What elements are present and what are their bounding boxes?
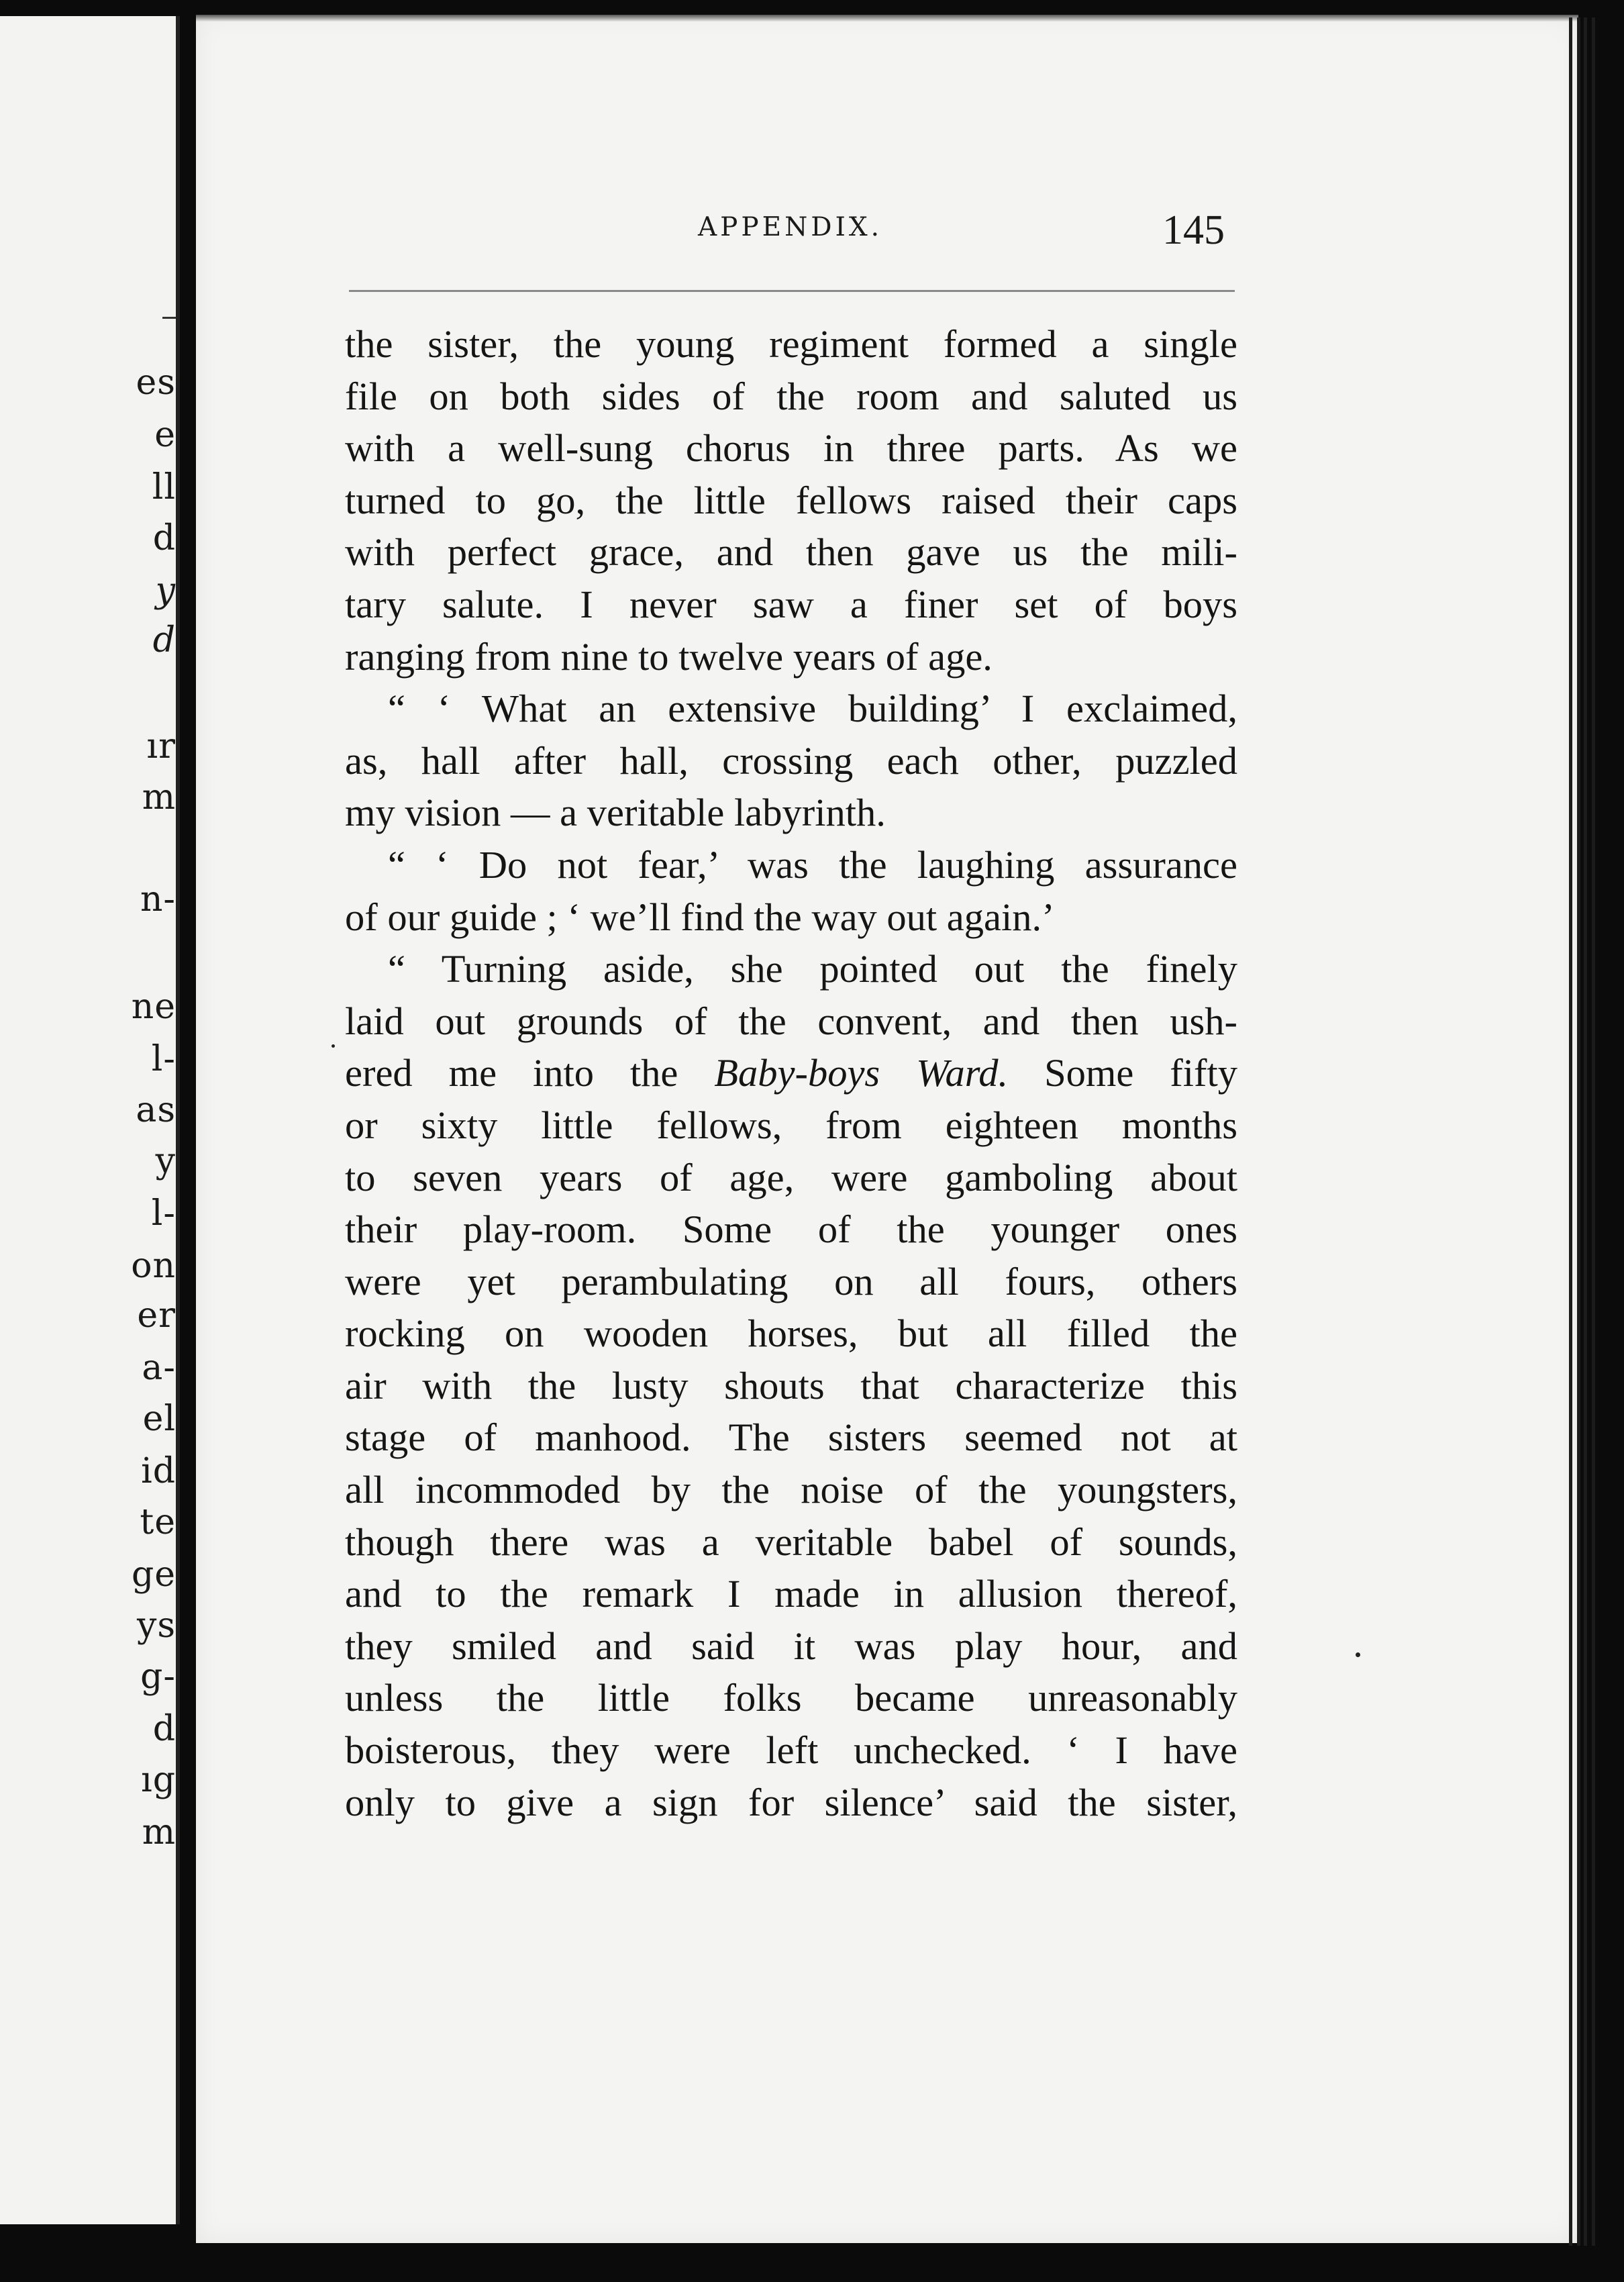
text-line: laid out grounds of the convent, and then ush- xyxy=(345,999,1237,1043)
text-segment: Some fifty xyxy=(1008,1051,1237,1095)
previous-page-fragment: ıg xyxy=(141,1760,176,1800)
previous-page-fragment: a- xyxy=(142,1348,176,1388)
text-line: stage of manhood. The sisters seemed not at xyxy=(345,1416,1237,1460)
previous-page-fragment: er xyxy=(137,1295,176,1336)
page-top-edge xyxy=(196,15,1578,21)
previous-page-fragment: ır xyxy=(146,726,176,766)
running-head: APPENDIX. xyxy=(698,212,883,242)
previous-page-fragment: ge xyxy=(131,1554,176,1595)
page-number: 145 xyxy=(1162,207,1225,253)
previous-page-fragment: m xyxy=(142,1812,176,1852)
text-line: tary salute. I never saw a finer set of boys xyxy=(345,582,1237,626)
italic-ward-name: Baby-boys Ward. xyxy=(714,1051,1009,1095)
text-line: they smiled and said it was play hour, and xyxy=(345,1624,1237,1668)
text-line: “ ‘ Do not fear,’ was the laughing assurance xyxy=(388,842,1237,887)
text-line: or sixty little fellows, from eighteen months xyxy=(345,1103,1237,1147)
text-line: as, hall after hall, crossing each other, puzzled xyxy=(345,738,1237,783)
text-line: ranging from nine to twelve years of age. xyxy=(345,634,993,679)
text-line xyxy=(345,1047,1237,1099)
text-line: the sister, the young regiment formed a single xyxy=(345,322,1237,366)
previous-page-fragment: g- xyxy=(140,1656,176,1697)
previous-page-fragment: ll xyxy=(152,467,176,507)
text-line: file on both sides of the room and saluted us xyxy=(345,374,1237,418)
text-line: “ Turning aside, she pointed out the finely xyxy=(388,947,1237,991)
previous-page-fragment: id xyxy=(141,1451,176,1491)
previous-page-dash xyxy=(162,317,176,319)
previous-page-fragment: as xyxy=(136,1090,176,1130)
text-line: and to the remark I made in allusion thereof, xyxy=(345,1572,1237,1616)
text-line: of our guide ; ‘ we’ll find the way out again.’ xyxy=(345,895,1055,939)
body-text xyxy=(345,318,1237,1828)
text-line: though there was a veritable babel of sounds, xyxy=(345,1520,1237,1564)
previous-page-fragment: y xyxy=(155,1141,176,1181)
text-line: my vision — a veritable labyrinth. xyxy=(345,791,886,835)
previous-page-fragment: te xyxy=(140,1502,176,1542)
text-line: boisterous, they were left unchecked. ‘ I have xyxy=(345,1728,1237,1773)
ink-speck xyxy=(332,1044,335,1048)
text-segment: ered me into the xyxy=(345,1051,715,1095)
previous-page-fragment: el xyxy=(142,1399,176,1439)
text-line: unless the little folks became unreasonably xyxy=(345,1676,1237,1720)
previous-page-fragment: on xyxy=(131,1246,176,1286)
previous-page-fragment: n- xyxy=(140,879,176,920)
text-line: air with the lusty shouts that characterize this xyxy=(345,1363,1237,1407)
text-line: only to give a sign for silence’ said the sister, xyxy=(345,1780,1237,1824)
previous-page-fragment: e xyxy=(154,415,176,455)
previous-page-fragment: d xyxy=(152,1709,176,1749)
book-edge-lines xyxy=(1569,17,1604,2246)
text-line: all incommoded by the noise of the youngsters, xyxy=(345,1468,1237,1512)
previous-page-fragment: ys xyxy=(136,1605,176,1646)
text-line: with perfect grace, and then gave us the mili- xyxy=(345,530,1237,575)
previous-page-fragment: l- xyxy=(151,1193,176,1234)
text-line: “ ‘ What an extensive building’ I exclaimed, xyxy=(388,687,1237,731)
previous-page-fragment: y xyxy=(155,570,176,611)
text-line: were yet perambulating on all fours, others xyxy=(345,1259,1237,1303)
text-line: rocking on wooden horses, but all filled the xyxy=(345,1311,1237,1356)
previous-page-strip xyxy=(0,16,180,2224)
text-line: with a well-sung chorus in three parts. As we xyxy=(345,426,1237,470)
previous-page-fragment: d xyxy=(152,620,176,660)
header-rule xyxy=(349,290,1235,292)
text-line: their play-room. Some of the younger ones xyxy=(345,1207,1237,1252)
text-line: to seven years of age, were gamboling about xyxy=(345,1155,1237,1199)
ink-speck xyxy=(1356,1652,1360,1657)
previous-page-fragment: ne xyxy=(131,987,176,1027)
previous-page-fragment: l- xyxy=(151,1039,176,1079)
previous-page-fragment: m xyxy=(142,777,176,817)
previous-page-fragment: d xyxy=(152,518,176,558)
previous-page-fragment: es xyxy=(136,362,176,403)
text-line: turned to go, the little fellows raised their caps xyxy=(345,478,1237,522)
